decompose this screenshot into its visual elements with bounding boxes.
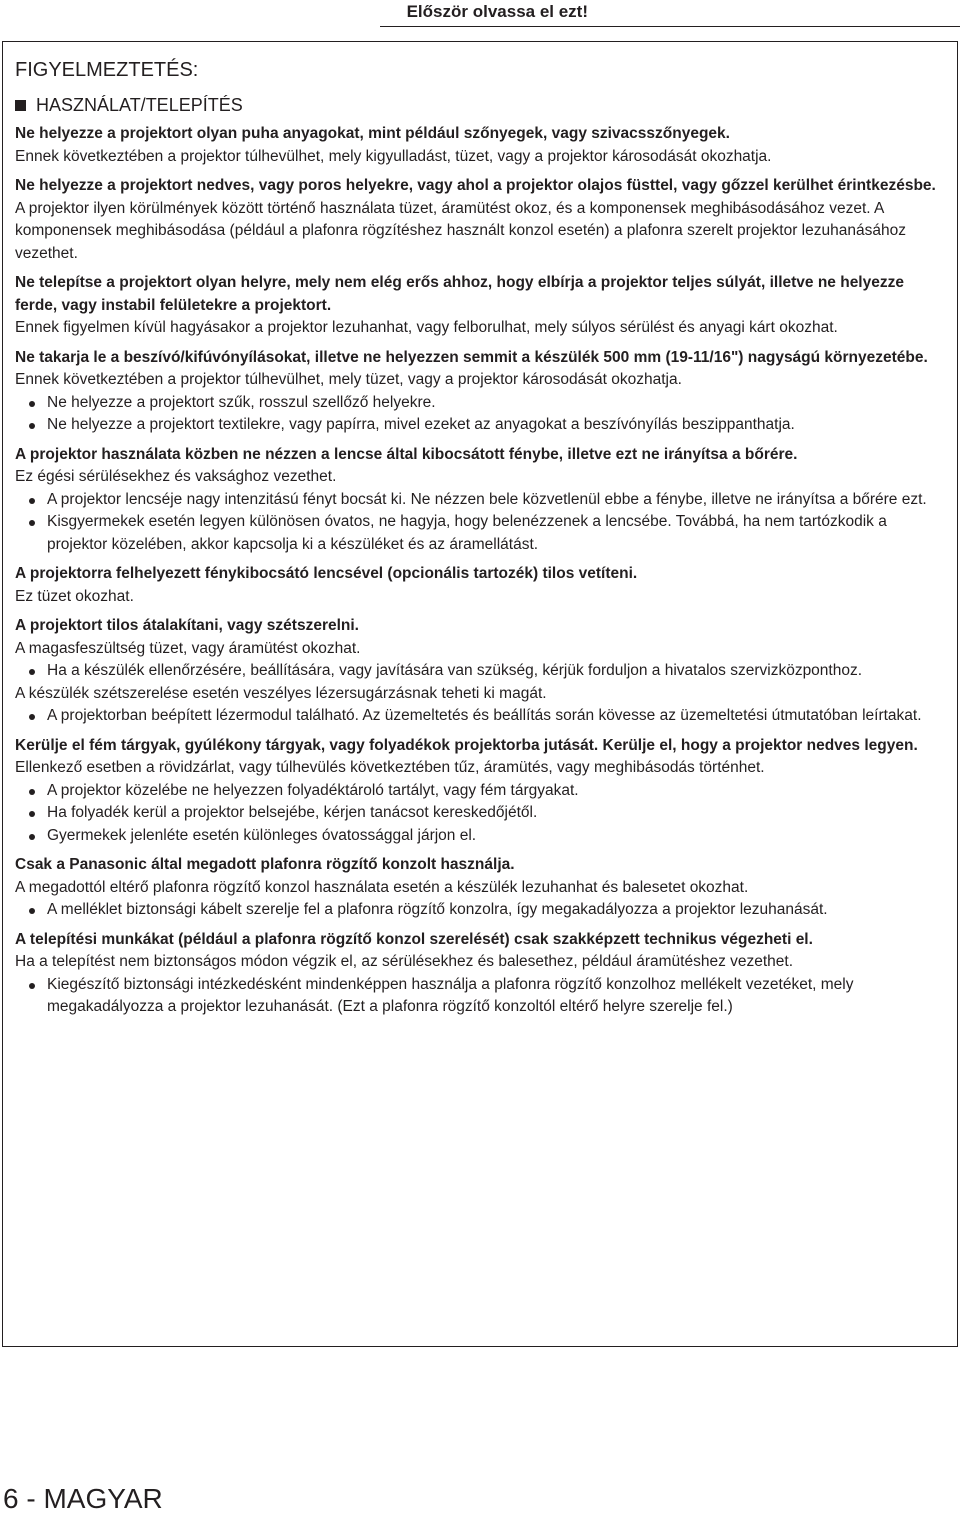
warning-text: Ennek következtében a projektor túlhevülhet, mely tüzet, vagy a projektor károsodását okozhatja. (15, 371, 682, 388)
warning-item (15, 929, 945, 1019)
warning-box (2, 41, 958, 1347)
warning-title: FIGYELMEZTETÉS: (15, 59, 199, 81)
warning-text: A megadottól eltérő plafonra rögzítő konzol használata esetén a készülék lezuhanhat és balesetet okozhat. (15, 878, 749, 896)
bullet-item: Ne helyezze a projektort textilekre, vagy papírra, mivel ezeket az anyagokat a beszívónyílás beszippanthatja. (15, 414, 945, 437)
warning-heading: A projektorra felhelyezett fénykibocsátó lencsével (opcionális tartozék) tilos vetíteni. (15, 565, 638, 582)
warning-item (15, 563, 945, 608)
warning-heading: Ne helyezze a projektort nedves, vagy poros helyekre, vagy ahol a projektor olajos füsttel, vagy gőzzel kerülhet érintkezésbe. (15, 177, 936, 194)
bullet-item: A projektorban beépített lézermodul található. Az üzemeltetés és beállítás során kövesse az üzemeltetési útmutatóban leírtakat. (15, 705, 945, 728)
bullet-item: Ne helyezze a projektort szűk, rosszul szellőző helyekre. (15, 392, 945, 415)
bullet-item: A projektor közelébe ne helyezzen folyadéktároló tartályt, vagy fém tárgyakat. (15, 780, 945, 803)
warning-item (15, 444, 945, 557)
warning-text: A magasfeszültség tüzet, vagy áramütést okozhat. (15, 639, 361, 657)
warning-item (15, 854, 945, 922)
warning-heading: Kerülje el fém tárgyak, gyúlékony tárgyak, vagy folyadékok projektorba jutását. Kerülje el, hogy a projektor nedves legyen. (15, 736, 918, 754)
warning-text: Ennek figyelmen kívül hagyásakor a projektor lezuhanhat, vagy felborulhat, mely súlyos sérülést és anyagi kárt okozhat. (15, 319, 838, 336)
warning-text: A készülék szétszerelése esetén veszélyes lézersugárzásnak teheti ki magát. (15, 684, 547, 702)
section-title (15, 93, 945, 117)
warning-heading: A projektor használata közben ne nézzen a lencse által kibocsátott fénybe, illetve ezt ne irányítsa a bőrére. (15, 445, 798, 463)
page-header-title: Először olvassa el ezt! (406, 2, 588, 21)
warning-heading: Ne helyezze a projektort olyan puha anyagokat, mint például szőnyegek, vagy szivacsszőnyegek. (15, 125, 730, 142)
square-bullet-icon (15, 100, 26, 111)
bullet-item: Ha folyadék kerül a projektor belsejébe, kérjen tanácsot kereskedőjétől. (15, 802, 945, 825)
warning-text: Ennek következtében a projektor túlhevülhet, mely kigyulladást, tüzet, vagy a projektor károsodását okozhatja. (15, 147, 772, 165)
warning-heading: Csak a Panasonic által megadott plafonra rögzítő konzolt használja. (15, 856, 515, 873)
warning-item (15, 347, 945, 437)
warning-heading: Ne telepítse a projektort olyan helyre, mely nem elég erős ahhoz, hogy elbírja a projektor teljes súlyát, illetve ne helyezze ferde, vagy instabil felületekre a projektort. (15, 274, 904, 314)
bullet-item: Ha a készülék ellenőrzésére, beállítására, vagy javítására van szükség, kérjük forduljon a hivatalos szervizközponthoz. (15, 660, 945, 683)
bullet-item: Gyermekek jelenléte esetén különleges óvatossággal járjon el. (15, 825, 945, 848)
bullet-item: Kisgyermekek esetén legyen különösen óvatos, ne hagyja, hogy belenézzenek a lencsébe. Továbbá, ha nem tartózkodik a projektor közelében, akkor kapcsolja ki a készüléket és az áramellátást. (15, 511, 945, 556)
warning-item (15, 272, 945, 340)
warning-item (15, 735, 945, 848)
bullet-item: A projektor lencséje nagy intenzitású fényt bocsát ki. Ne nézzen bele közvetlenül ebbe a fénybe, illetve ne irányítsa a bőrére ezt. (15, 489, 945, 512)
warning-heading: A telepítési munkákat (például a plafonra rögzítő konzol szerelését) csak szakképzett technikus végezheti el. (15, 930, 813, 948)
warning-heading: A projektort tilos átalakítani, vagy szétszerelni. (15, 617, 359, 634)
page-number-footer: 6 - MAGYAR (3, 1483, 163, 1514)
warning-heading: Ne takarja le a beszívó/kifúvónyílásokat, illetve ne helyezzen semmit a készülék 500 mm (19-11/16") nagyságú környezetébe. (15, 348, 928, 366)
warning-text: Ha a telepítést nem biztonságos módon végzik el, az sérülésekhez és balesethez, például áramütéshez vezethet. (15, 953, 794, 970)
warning-item (15, 175, 945, 265)
warning-text: Ellenkező esetben a rövidzárlat, vagy túlhevülés következtében tűz, áramütés, vagy meghibásodás történhet. (15, 759, 765, 776)
section-title-text: HASZNÁLAT/TELEPÍTÉS (36, 95, 243, 115)
warning-text: Ez égési sérülésekhez és vaksághoz vezethet. (15, 468, 337, 485)
warning-text: A projektor ilyen körülmények között történő használata tüzet, áramütést okoz, és a komponensek meghibásodásához vezet. A komponensek meghibásodása (például a plafonra rögzítéshez használt konzol esetén) a plafonra szerelt projektor lezuhanásához vezethet. (15, 199, 906, 262)
bullet-item: Kiegészítő biztonsági intézkedésként mindenképpen használja a plafonra rögzítő konzolhoz mellékelt vezetéket, mely megakadályozza a projektor lezuhanását. (Ezt a plafonra rögzítő konzoltól eltérő helyre szerelje fel.) (15, 974, 945, 1019)
warning-text: Ez tüzet okozhat. (15, 587, 134, 605)
warning-item (15, 123, 945, 168)
header-rule (380, 26, 960, 27)
warning-item (15, 615, 945, 728)
bullet-item: A melléklet biztonsági kábelt szerelje fel a plafonra rögzítő konzolra, így megakadályozza a projektor lezuhanását. (15, 899, 945, 922)
